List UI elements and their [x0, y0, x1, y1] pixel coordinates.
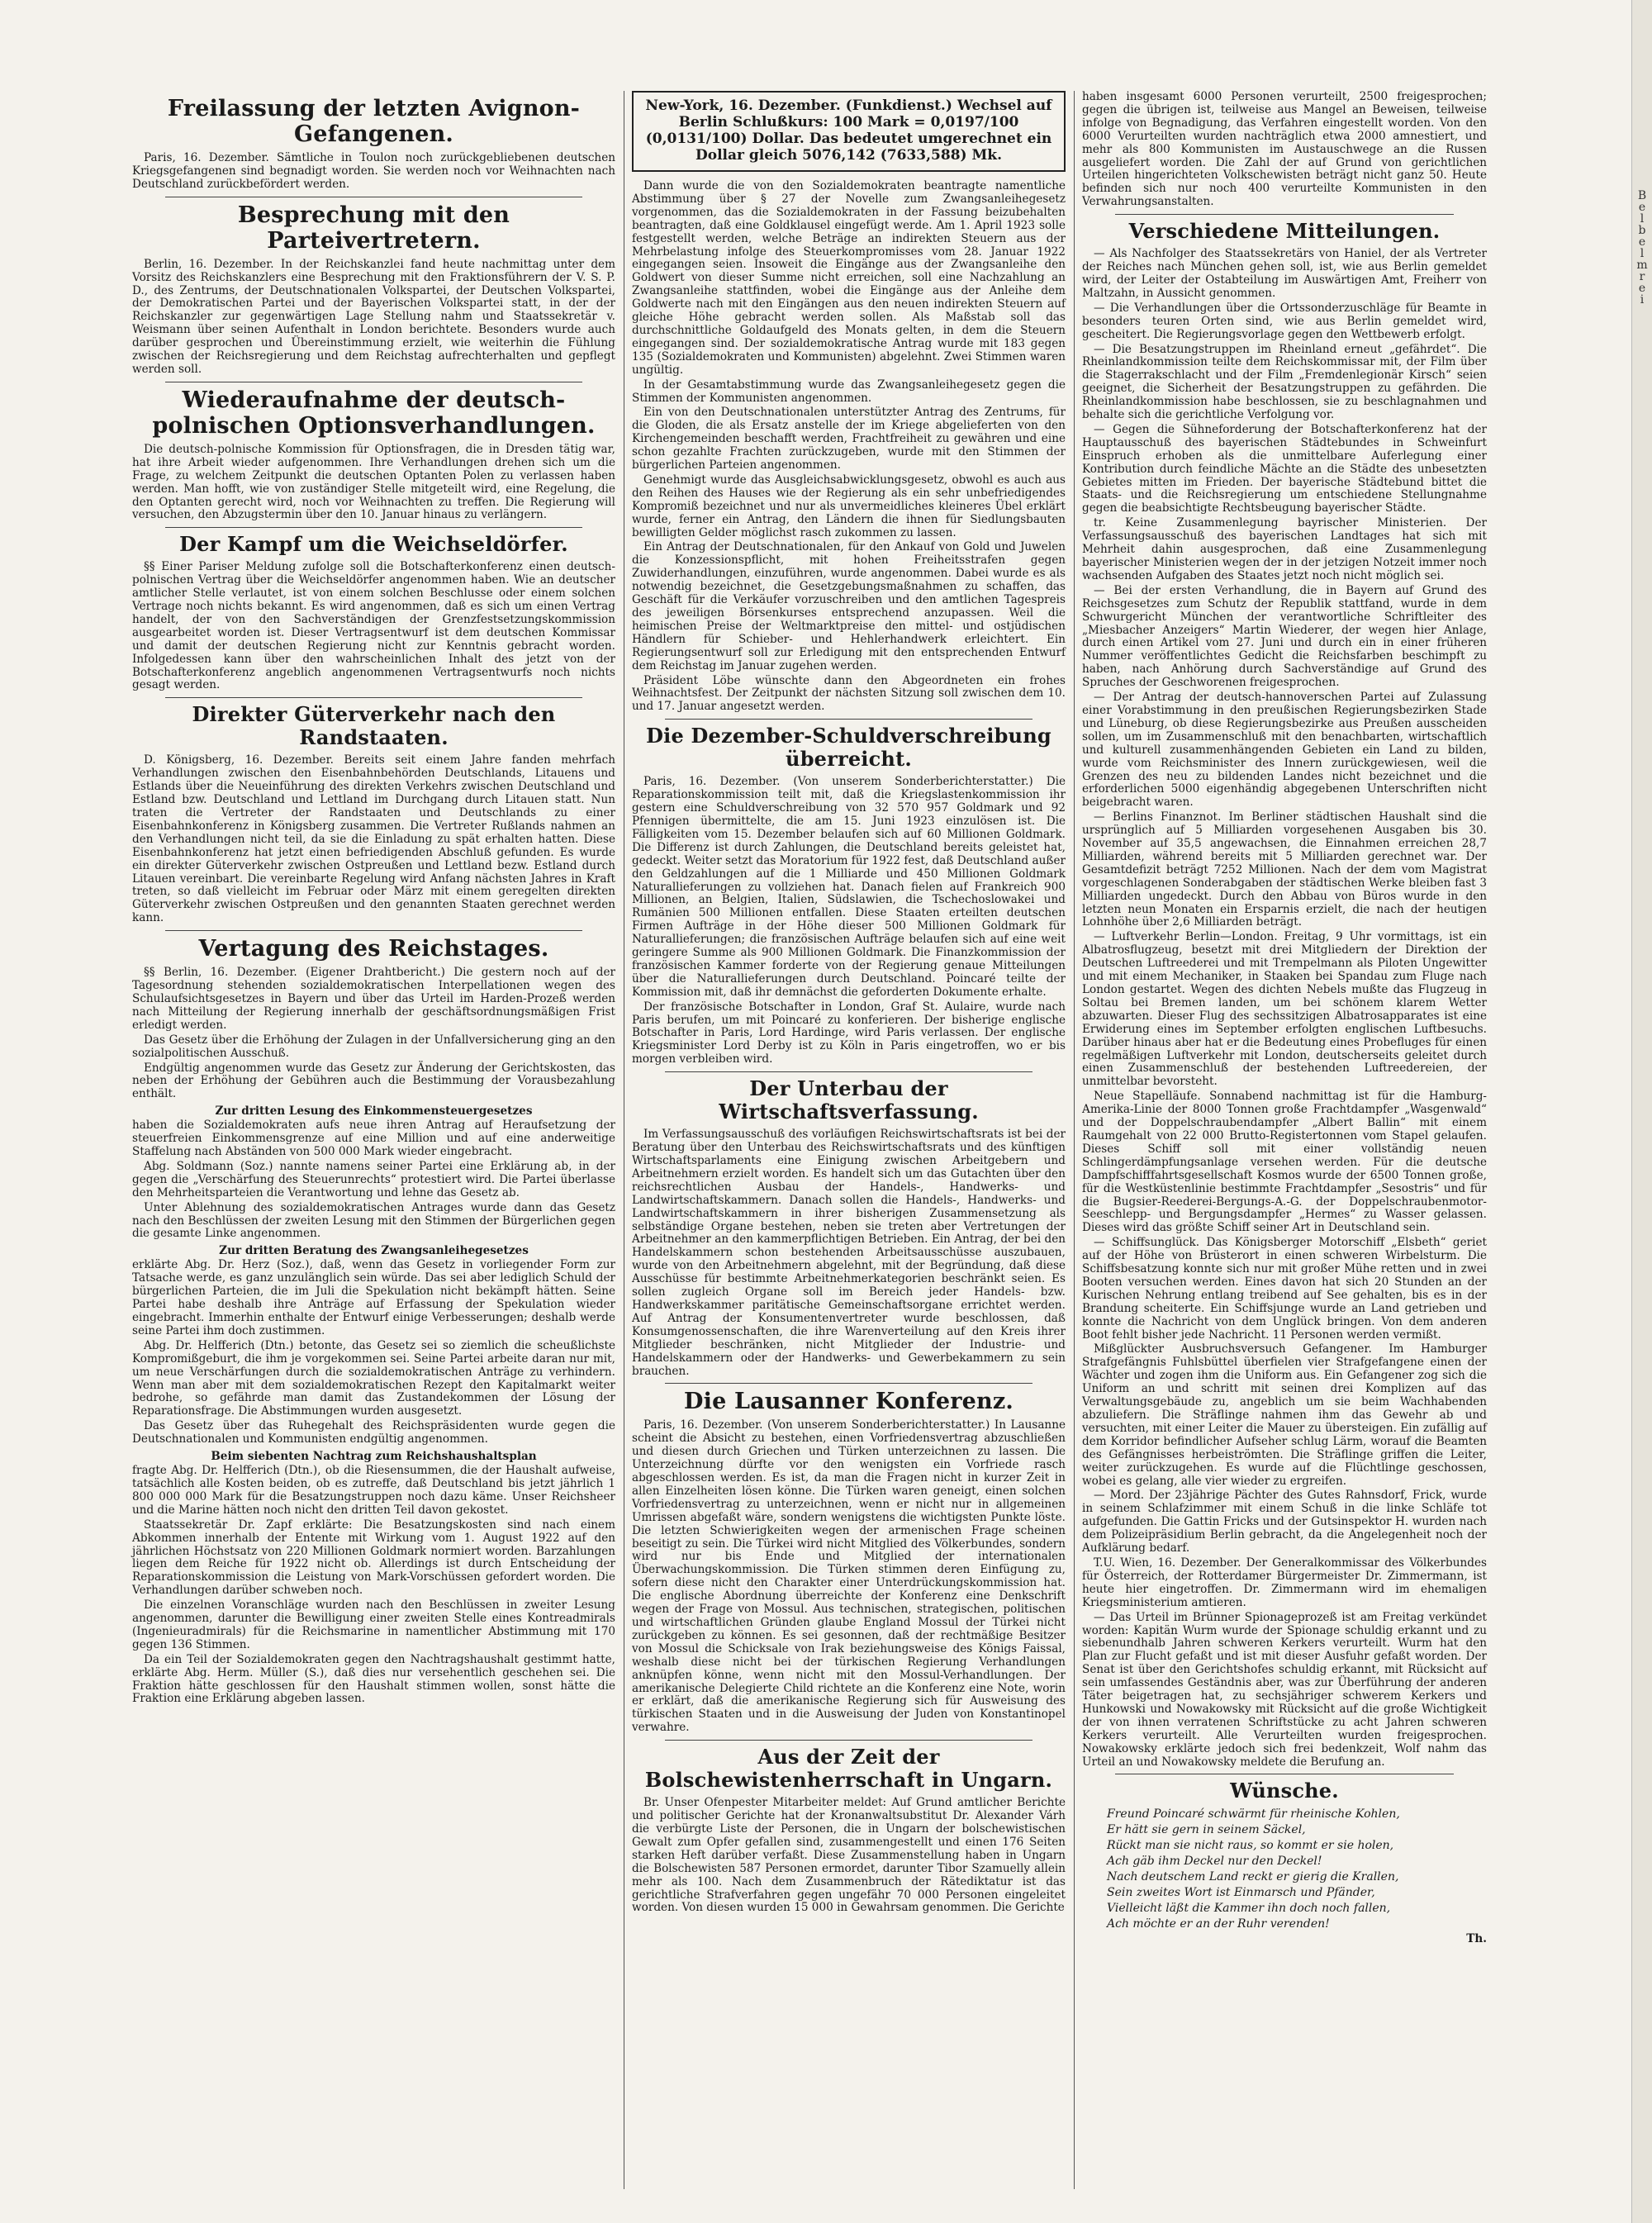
news-item: tr. Keine Zusammenlegung bayrischer Ministerien. Der Verfassungsausschuß des bayerischen Landtages hat sich mit Mehrheit dahin ausgesprochen, daß eine Zusammenlegung bayerischer Ministerien wegen der in der jetzigen Notzeit immer noch wachsenden Aufgaben des Staates jetzt noch nicht möglich sei.	[1082, 516, 1487, 582]
news-item: — Mord. Der 23jährige Pächter des Gutes Rahnsdorf, Frick, wurde in seinem Schlafzimmer mit einem Schuß in die linke Schläfe tot aufgefunden. Die Gattin Fricks und der Gutsinspektor H. wurden nach dem Polizeipräsidium Berlin gebracht, da die Angelegenheit noch der Aufklärung bedarf.	[1082, 1489, 1487, 1556]
article-paragraph: Berlin, 16. Dezember. In der Reichskanzlei fand heute nachmittag unter dem Vorsitz des Reichskanzlers eine Besprechung mit den Fraktionsführern der V. S. P. D., des Zentrums, der Deutschnationalen Volkspartei, der Deutschen Volkspartei, der Demokratischen Partei und der Bayerischen Volkspartei statt, in der der Reichskanzler zur gegenwärtigen Lage Stellung nahm und Staatssekretär v. Weismann über seinen Aufenthalt in London berichtete. Besonders wurde auch darüber gesprochen und Übereinstimmung erzielt, wie weiterhin die Fühlung zwischen der Reichsregierung und dem Reichstag aufrechterhalten und gepflegt werden soll.	[132, 257, 615, 376]
edge-char: i	[1640, 293, 1645, 306]
newspaper-page	[132, 91, 1487, 2189]
subheading: Zur dritten Beratung des Zwangsanleihegesetzes	[219, 1244, 529, 1258]
page-edge-strip	[1631, 0, 1652, 2223]
article-paragraph: Abg. Soldmann (Soz.) nannte namens seiner Partei eine Erklärung ab, in der gegen die „Verschärfung des Steuerunrechts“ protestiert wird. Die Partei überlasse den Mehrheitsparteien die Verantwortung und lehne das Gesetz ab.	[132, 1159, 615, 1199]
article-paragraph: erklärte Abg. Dr. Herz (Soz.), daß, wenn das Gesetz in vorliegender Form zur Tatsache werde, es ganz unzulänglich sein würde. Das sei aber lediglich Schuld der bürgerlichen Parteien, die im Juli die Spekulation nicht bekämpft hätten. Seine Partei habe deshalb ihre Anträge auf Erfassung der Spekulation wieder eingebracht. Immerhin enthalte der Entwurf einige Verbesserungen; deshalb werde seine Partei ihm doch zustimmen.	[132, 1258, 615, 1337]
edge-char: e	[1638, 282, 1646, 295]
column-rule	[1074, 91, 1075, 2189]
article-paragraph: Das Gesetz über die Erhöhung der Zulagen in der Unfallversicherung ging an den sozialpolitischen Ausschuß.	[132, 1033, 615, 1060]
edge-char: e	[1638, 201, 1646, 214]
article-paragraph: Unter Ablehnung des sozialdemokratischen Antrages wurde dann das Gesetz nach den Beschlüssen der zweiten Lesung mit den Stimmen der Bürgerlichen gegen die gesamte Linke angenommen.	[132, 1200, 615, 1241]
article-paragraph: Paris, 16. Dezember. (Von unserem Sonderberichterstatter.) Die Reparationskommission teilt mit, daß die Kriegslastenkommission ihr gestern eine Schuldverschreibung von 32 570 957 Goldmark und 92 Pfennigen übermittelte, die am 15. Juni 1923 einzulösen ist. Die Fälligkeiten vom 15. Dezember belaufen sich auf 60 Millionen Goldmark. Die Differenz ist durch Zahlungen, die Deutschland bereits geleistet hat, gedeckt. Weiter setzt das Moratorium für 1922 fest, daß Deutschland außer den Geldzahlungen auf die 1 Milliarde und 450 Millionen Goldmark Naturallieferungen zu vollziehen hat. Danach fielen auf Frankreich 900 Millionen, an Belgien, Italien, Südslawien, die Tschechoslowakei und Rumänien 500 Millionen entfallen. Diese Staaten erteilten deutschen Firmen Aufträge in der Höhe dieser 500 Millionen Goldmark für Naturallieferungen; die französischen Aufträge belaufen sich auf eine weit geringere Summe als 900 Millionen Goldmark. Die Finanzkommission der französischen Kammer forderte von der Regierung genaue Mitteilungen über die Naturallieferungen durch Deutschland. Poincaré teilte der Kommission mit, daß ihr demnächst die geforderten Dokumente erhalte.	[632, 775, 1066, 999]
article-paragraph: In der Gesamtabstimmung wurde das Zwangsanleihegesetz gegen die Stimmen der Kommunisten angenommen.	[632, 378, 1066, 405]
article-paragraph: Im Verfassungsausschuß des vorläufigen Reichswirtschaftsrats ist bei der Beratung über den Unterbau des Reichswirtschaftsrats und des künftigen Wirtschaftsparlaments eine Einigung zwischen Arbeitgebern und Arbeitnehmern erzielt worden. Es handelt sich um das Gutachten über den reichsrechtlichen Ausbau der Handels-, Handwerks- und Landwirtschaftskammern. Danach sollen die Handels-, Handwerks- und Landwirtschaftskammern in ihrer bisherigen Zusammensetzung als selbständige Organe bestehen, neben sie treten aber Vertretungen der Arbeitnehmer an den kammerpflichtigen Betrieben. Ein Antrag, der bei den Handelskammern schon bestehenden Arbeitsausschüsse auszubauen, wurde von den Arbeitnehmern abgelehnt, mit der Begründung, daß diese Ausschüsse für bestimmte Arbeitnehmerkategorien beschränkt seien. Es sollen zugleich Organe soll im Bereich jeder Handels- bzw. Handwerkskammer paritätische Gemeinschaftsorgane errichtet werden. Auf Antrag der Konsumentenvertreter wurde beschlossen, daß Konsumgenossenschaften, die ihre Warenverteilung auf den Kreis ihrer Mitglieder beschränken, nicht Mitglieder der Industrie- und Handelskammern oder der Handwerks- und Gewerbekammern zu sein brauchen.	[632, 1128, 1066, 1378]
news-item: — Schiffsunglück. Das Königsberger Motorschiff „Elsbeth“ geriet auf der Höhe von Brüsterort in einen schweren Wirbelsturm. Die Schiffsbesatzung konnte sich nur mit großer Mühe retten und in zwei Booten versuchen werden. Eines davon hat sich 20 Stunden an der Kurischen Nehrung entlang treibend auf See gehalten, bis es in der Brandung scheiterte. Ein Schiffsjunge wurde an Land getrieben und konnte die Nachricht von dem Unglück bringen. Von dem anderen Boot fehlt bisher jede Nachricht. 11 Personen werden vermißt.	[1082, 1236, 1487, 1342]
article-paragraph: Präsident Löbe wünschte dann den Abgeordneten ein frohes Weihnachtsfest. Der Zeitpunkt der nächsten Sitzung soll zwischen dem 10. und 17. Januar angesetzt werden.	[632, 673, 1066, 714]
exchange-rate-box	[632, 91, 1066, 172]
article-paragraph: Ein Antrag der Deutschnationalen, für den Ankauf von Gold und Juwelen die Konzessionspflicht, mit hohen Freiheitsstrafen gegen Zuwiderhandlungen, einzuführen, wurde angenommen. Dabei wurde es als notwendig bezeichnet, die Gesetzgebungsmaßnahmen zu schaffen, das Geschäft für die Verkäufer vorzuschreiben und den amtlichen Tagespreis des jeweiligen Börsenkurses entsprechend anzupassen. Weil die heimischen Preise der Weltmarktpreise den mittel- und ostjüdischen Händlern für Schieber- und Hehlerhandwerk erleichtert. Ein Regierungsentwurf soll zur Erledigung mit den entsprechenden Entwurf dem Reichstag im Januar zugehen werden.	[632, 540, 1066, 672]
article-paragraph: §§ Einer Pariser Meldung zufolge soll die Botschafterkonferenz einen deutsch-polnischen Vertrag über die Weichseldörfer angenommen haben. Wie an deutscher amtlicher Stelle verlautet, ist von einem solchen Beschlusse oder einem solchen Vertrage noch nichts bekannt. Es wird angenommen, daß es sich um einen Vertrag handelt, der von den Sachverständigen der Grenzfestsetzungskommission ausgearbeitet worden ist. Dieser Vertragsentwurf ist dem deutschen Kommissar und damit der deutschen Regierung nicht zur Kenntnis gebracht worden. Infolgedessen kann über den wahrscheinlichen Inhalt des jetzt von der Botschafterkonferenz angeblich angenommenen Vertragsentwurfs noch nichts gesagt werden.	[132, 560, 615, 692]
article-paragraph: Paris, 16. Dezember. Sämtliche in Toulon noch zurückgebliebenen deutschen Kriegsgefangenen sind begnadigt worden. Sie werden noch vor Weihnachten nach Deutschland zurückbefördert werden.	[132, 151, 615, 191]
poem-line: Freund Poincaré schwärmt für rheinische Kohlen,	[1107, 1807, 1400, 1822]
news-item: — Die Verhandlungen über die Ortssonderzuschläge für Beamte in besonders teuren Orten sind, wie aus Berlin gemeldet wird, gescheitert. Die Regierungsvorlage gegen den Wettbewerb erfolgt.	[1082, 301, 1487, 341]
article-paragraph: Die deutsch-polnische Kommission für Optionsfragen, die in Dresden tätig war, hat ihre Arbeit wieder aufgenommen. Ihre Verhandlungen drehen sich um die Frage, zu welchem Zeitpunkt die deutschen Optanten Polen zu verlassen haben werden. Man hofft, wie von zuständiger Stelle mitgeteilt wird, eine Regelung, die den Optanten gerecht wird, noch vor Weihnachten zu treffen. Die Regierung will versuchen, den Abzugstermin über den 10. Januar hinaus zu verlängern.	[132, 442, 615, 522]
article-paragraph: haben insgesamt 6000 Personen verurteilt, 2500 freigesprochen; gegen die übrigen ist, teilweise aus Mangel an Beweisen, teilweise infolge von Begnadigung, das Verfahren eingestellt worden. Von den 6000 Verurteilten wurden nachträglich etwa 2000 amnestiert, und mehr als 800 Kommunisten im Austauschwege an die Russen ausgeliefert worden. Die Zahl der auf Grund von gerichtlichen Urteilen hingerichteten Volkschewisten beträgt nicht ganz 50. Heute befinden sich nur noch 400 verurteilte Kommunisten in den Verwahrungsanstalten.	[1082, 90, 1487, 209]
subheading: Zur dritten Lesung des Einkommensteuergesetzes	[215, 1104, 533, 1119]
poem-line: Vielleicht läßt die Kammer ihn doch noch fallen,	[1107, 1902, 1391, 1916]
divider	[165, 930, 582, 931]
news-item: T.U. Wien, 16. Dezember. Der Generalkommissar des Völkerbundes für Österreich, der Rotterdamer Bürgermeister Dr. Zimmermann, ist heute hier eingetroffen. Dr. Zimmermann wird im ehemaligen Kriegsministerium amtieren.	[1082, 1556, 1487, 1609]
news-item: Mißglückter Ausbruchsversuch Gefangener. Im Hamburger Strafgefängnis Fuhlsbüttel überfielen vier Strafgefangene einen der Wächter und zogen ihm die Uniform aus. Ein Gefangener zog sich die Uniform an und schritt mit seinen drei Komplizen auf das Verwaltungsgebäude zu, angeblich um sie beim Wachhabenden abzuliefern. Die Sträflinge nahmen ihm das Gewehr ab und versuchten, mit einer Leiter die Mauer zu übersteigen. Ein zufällig auf dem Korridor befindlicher Aufseher schlug Lärm, worauf die Beamten des Gefängnisses herbeiströmten. Die Sträflinge griffen die Leiter, weiter zurückzugehen. Es wurde auf die Flüchtlinge geschossen, wobei es gelang, alle vier wieder zu ergreifen.	[1082, 1342, 1487, 1488]
column-2	[632, 91, 1066, 1917]
article-paragraph: Abg. Dr. Helfferich (Dtn.) betonte, das Gesetz sei so ziemlich die scheußlichste Kompromißgeburt, die ihm je vorgekommen sei. Seine Partei arbeite daran nur mit, um neue Verschärfungen durch die sozialdemokratischen Anträge zu verhindern. Wenn man aber mit dem sozialdemokratischen Rezept den Kapitalmarkt weiter bedrohe, so gefährde man damit das Zustandekommen der Lösung der Reparationsfrage. Die Abstimmungen wurden ausgesetzt.	[132, 1338, 615, 1418]
poem-line: Sein zweites Wort ist Einmarsch und Pfänder,	[1107, 1886, 1375, 1900]
headline-optionsverhandlungen: Wiederaufnahme der deutsch-polnischen Optionsverhandlungen.	[152, 387, 596, 439]
article-paragraph: D. Königsberg, 16. Dezember. Bereits seit einem Jahre fanden mehrfach Verhandlungen zwischen den Eisenbahnbehörden Deutschlands, Litauens und Estlands über die Neueinführung des direkten Verkehrs zwischen Deutschland und Estland bzw. Deutschland und Lettland im Durchgang durch Litauen statt. Nun traten die Vertreter der Randstaaten und Deutschlands zu einer Eisenbahnkonferenz in Königsberg zusammen. Die Vertreter Rußlands nahmen an den Verhandlungen nicht teil, da sie die Einladung zu spät erhalten hatten. Diese Eisenbahnkonferenz hat jetzt einen befriedigenden Abschluß gefunden. Es wurde ein direkter Güterverkehr zwischen Ostpreußen und Lettland bezw. Estland durch Litauen vereinbart. Die vereinbarte Regelung wird Anfang nächsten Jahres in Kraft treten, so daß vielleicht im Februar oder März mit einem geregelten direkten Güterverkehr zwischen Ostpreußen und den genannten Staaten gerechnet werden kann.	[132, 753, 615, 925]
article-paragraph: Der französische Botschafter in London, Graf St. Aulaire, wurde nach Paris berufen, um mit Poincaré zu konferieren. Der bisherige englische Botschafter in Paris, Lord Hardinge, wird Paris verlassen. Der englische Kriegsminister Lord Derby ist zu Köln in Paris eingetroffen, wo er bis morgen verbleiben wird.	[632, 1000, 1066, 1066]
article-paragraph: Genehmigt wurde das Ausgleichsabwicklungsgesetz, obwohl es auch aus den Reihen des Hauses wie der Regierung als ein sehr unbefriedigendes Kompromiß bezeichnet und nur als unvermeidliches kleineres Übel erklärt wurde, ferner ein Antrag, den Ländern die ihnen für Siedlungsbauten bewilligten Gelder möglichst rasch zukommen zu lassen.	[632, 473, 1066, 539]
headline-schuldverschreibung: Die Dezember-Schuldverschreibung überreicht.	[646, 724, 1051, 772]
article-paragraph: Ein von den Deutschnationalen unterstützter Antrag des Zentrums, für die Gloden, die als Ersatz anstelle der im Kriege abgelieferten von den Kirchengemeinden beschafft werden, Frachtfreiheit zu gewähren und eine schon gezahlte Frachten zurückzugeben, wurde mit den Stimmen der bürgerlichen Parteien angenommen.	[632, 406, 1066, 473]
divider	[165, 697, 582, 698]
headline-wuensche: Wünsche.	[1230, 1779, 1339, 1803]
headline-vertagung-reichstag: Vertagung des Reichstages.	[198, 936, 549, 962]
headline-bolschewisten-ungarn: Aus der Zeit der Bolschewistenherrschaft in Ungarn.	[644, 1745, 1053, 1793]
article-paragraph: §§ Berlin, 16. Dezember. (Eigener Drahtbericht.) Die gestern noch auf der Tagesordnung stehenden sozialdemokratischen Interpellationen wegen des Schulaufsichtsgesetzes in Bayern und über das Urteil im Harden-Prozeß werden nach Mitteilung der Regierung innerhalb der geschäftsordnungsmäßigen Frist erledigt werden.	[132, 966, 615, 1032]
poem-line: Nach deutschem Land reckt er gierig die Krallen,	[1107, 1870, 1399, 1884]
article-paragraph: Da ein Teil der Sozialdemokraten gegen den Nachtragshaushalt gestimmt hatte, erklärte Abg. Herm. Müller (S.), daß dies nur versehentlich geschehen sei. Die Fraktion hätte geschlossen für den Haushalt stimmen wollen, sonst hätte die Fraktion eine Erklärung abgeben lassen.	[132, 1652, 615, 1706]
edge-char: e	[1638, 235, 1646, 249]
divider	[665, 1740, 1032, 1741]
news-item: Neue Stapelläufe. Sonnabend nachmittag ist für die Hamburg-Amerika-Linie der 8000 Tonnen große Frachtdampfer „Wasgenwald“ und der Doppelschraubendampfer „Albert Ballin“ mit einem Raumgehalt von 22 000 Brutto-Registertonnen vom Stapel gelaufen. Dieses Schiff soll mit einer vollständig neuen Schlingerdämpfungsanlage versehen werden. Für die deutsche Dampfschifffahrtsgesellschaft Kosmos wurde der 6500 Tonnen große, für die Westküstenlinie bestimmte Frachtdampfer „Sesostris“ und für die Bugsier-Reederei-Bergungs-A.-G. der Doppelschraubenmotor-Seeschlepp- und Bergungsdampfer „Hermes“ zu Wasser gelassen. Dieses wird das größte Schiff seiner Art in Deutschland sein.	[1082, 1090, 1487, 1235]
article-paragraph: Paris, 16. Dezember. (Von unserem Sonderberichterstatter.) In Lausanne scheint die Absicht zu bestehen, einen Vorfriedensvertrag abzuschließen und diesen durch Griechen und Türken unterzeichnen zu lassen. Die Unterzeichnung dürfte vor den wenigsten ein Vorfriede rasch abgeschlossen werden. Es ist, da man die Fragen nicht in kurzer Zeit in allen Einzelheiten lösen könne. Die Türken waren geneigt, einen solchen Vorfriedensvertrag zu unterzeichnen, wenn er nicht nur in allgemeinen Umrissen abgefaßt wäre, sondern wenigstens die wichtigsten Punkte löste. Die letzten Schwierigkeiten wegen der armenischen Frage scheinen beseitigt zu sein. Die Türkei wird nicht Mitglied des Völkerbundes, sondern wird nur bis Ende und Mitglied der internationalen Überwachungskommission. Die Türken stimmen deren Einfügung zu, sofern diese nicht den Charakter einer Unterdrückungskommission hat. Die englische Abordnung überreichte der Konferenz eine Denkschrift wegen der Frage von Mossul. Aus technischen, strategischen, politischen und wirtschaftlichen Gründen glaube England Mossul der Türkei nicht zurückgeben zu können. Es sei gesonnen, daß der rechtmäßige Besitzer von Mossul die Schicksale von Irak beziehungsweise des Königs Faissal, weshalb diese nicht bei der türkischen Regierung Verhandlungen anknüpfen könne, wenn nicht mit den Mossul-Verhandlungen. Der amerikanische Delegierte Child richtete an die Konferenz eine Note, worin er erklärt, daß die amerikanische Regierung sich für Ausweisung des türkischen Staaten und in die Ausweisung der Juden von Konstantinopel verwahre.	[632, 1418, 1066, 1735]
headline-parteivertreter: Besprechung mit den Parteivertretern.	[237, 202, 510, 254]
poem-line: Er hätt sie gern in seinem Säckel,	[1107, 1823, 1306, 1837]
poem-line: Rückt man sie nicht raus, so kommt er sie holen,	[1107, 1839, 1394, 1853]
headline-lausanner-konferenz: Die Lausanner Konferenz.	[684, 1389, 1014, 1415]
news-item: — Gegen die Sühneforderung der Botschafterkonferenz hat der Hauptausschuß des bayerischen Städtebundes in Schweinfurt Einspruch erhoben als die unmittelbare Auferlegung einer Kontribution durch feindliche Mächte an die Städte des unbesetzten Gebietes mitten im Frieden. Der bayerische Städtebund bittet die Staats- und die Reichsregierung um entschiedene Stellungnahme gegen die beabsichtigte Rechtsbeugung bayerischer Städte.	[1082, 422, 1487, 515]
news-item: — Als Nachfolger des Staatssekretärs von Haniel, der als Vertreter der Reiches nach München gehen soll, ist, wie aus Berlin gemeldet wird, der Leiter der Ostabteilung im Auswärtigen Amt, Freiherr von Maltzahn, in Aussicht genommen.	[1082, 247, 1487, 300]
poem-signature: Th.	[1466, 1932, 1487, 1946]
divider	[665, 719, 1032, 720]
column-1	[132, 91, 615, 1708]
edge-char: m	[1636, 259, 1648, 272]
headline-verschiedene-mitteilungen: Verschiedene Mitteilungen.	[1128, 219, 1441, 244]
news-item: — Der Antrag der deutsch-hannoverschen Partei auf Zulassung einer Vorabstimmung in den preußischen Regierungsbezirken Stade und Lüneburg, ob diese Regierungsbezirke aus Preußen ausscheiden sollen, um im Zusammenschluß mit den benachbarten, wirtschaftlich und kulturell zusammenhängenden Gebieten ein Land zu bilden, wurde vom Reichsminister des Innern zurückgewiesen, weil die Grenzen des neu zu bildenden Landes nicht bezeichnet und die erforderlichen 5000 eigenhändig abgegebenen Unterschriften nicht beigebracht waren.	[1082, 691, 1487, 810]
news-item: — Das Urteil im Brünner Spionageprozeß ist am Freitag verkündet worden: Kapitän Wurm wurde der Spionage schuldig erkannt und zu siebenundhalb Jahren schweren Kerkers verurteilt. Wurm hat den Plan zur Flucht gefaßt und ist mit dieser Ausfuhr gefaßt worden. Der Senat ist über den Gerichtshofes schuldig erkannt, mit Rücksicht auf sein umfassendes Geständnis aber, was zur Überführung der anderen Täter beigetragen hat, zu sechsjähriger schwerem Kerkers und Hunkowski und Nowakowsky mit Rücksicht auf die große Wichtigkeit der von ihnen verratenen Schriftstücke zu acht Jahren schweren Kerkers verurteilt. Alle Verurteilten wurden freigesprochen. Nowakowsky erklärte jedoch sich frei bedenkzeit, Wolf nahm das Urteil an und Nowakowsky meldete die Berufung an.	[1082, 1610, 1487, 1769]
headline-avignon: Freilassung der letzten Avignon-Gefangenen.	[167, 96, 581, 147]
news-item: — Berlins Finanznot. Im Berliner städtischen Haushalt sind die ursprünglich auf 5 Milliarden vorgesehenen Ausgaben bis 30. November auf 35,5 angewachsen, die Einnahmen erreichen 28,7 Milliarden, während bereits mit 5 Milliarden gerechnet war. Der Gesamtdefizit beträgt 7252 Millionen. Nach der dem vom Magistrat vorgeschlagenen Sonderabgaben der städtischen Werke bleiben fast 3 Milliarden ungedeckt. Durch den Abbau von Büros wurde in den letzten neun Monaten ein Ersparnis erzielt, die nach der heutigen Lohnhöhe über 2,6 Milliarden beträgt.	[1082, 810, 1487, 929]
edge-char: l	[1640, 247, 1645, 260]
divider	[665, 1071, 1032, 1072]
exchange-rate-text: New-York, 16. Dezember. (Funkdienst.) Wechsel auf Berlin Schlußkurs: 100 Mark = 0,0197/100 (0,0131/100) Dollar. Das bedeutet umgerechnet ein Dollar gleich 5076,142 (7633,588) Mk.	[645, 97, 1052, 164]
divider	[165, 527, 582, 528]
poem-line: Ach gäb ihm Deckel nur den Deckel!	[1107, 1855, 1322, 1869]
headline-gueterverkehr: Direkter Güterverkehr nach den Randstaaten.	[192, 702, 556, 750]
article-paragraph: haben die Sozialdemokraten aufs neue ihren Antrag auf Heraufsetzung der steuerfreien Einkommensgrenze auf eine Million und auf eine anderweitige Staffelung nach Abständen von 500 000 Mark wieder eingebracht.	[132, 1119, 615, 1159]
divider	[1115, 214, 1454, 215]
article-paragraph: Dann wurde die von den Sozialdemokraten beantragte namentliche Abstimmung über § 27 der Novelle zum Zwangsanleihegesetz vorgenommen, das die Sozialdemokraten in der Fassung beizubehalten beantragten, daß eine Goldklausel eingefügt werde. Am 1. April 1923 solle festgestellt werden, welche Beträge an indirekten Steuern aus der Mehrbelastung infolge des Steuerkompromisses vom 28. Januar 1922 eingegangen seien. Insoweit die Eingänge aus der Zwangsanleihe den Goldwert von dieser Summe nicht erreichen, soll eine Nachzahlung an Zwangsanleihe stattfinden, wobei die Eingänge aus der Anleihe dem Goldwerte nach mit den Eingängen aus den neuen indirekten Steuern auf gleiche Höhe gebracht werden sollen. Als Maßstab soll das durchschnittliche Goldaufgeld des Monats gelten, in dem die Steuern eingegangen sind. Der sozialdemokratische Antrag wurde mit 183 gegen 135 (Sozialdemokraten und Kommunisten) abgelehnt. Zwei Stimmen waren ungültig.	[632, 179, 1066, 377]
article-paragraph: Das Gesetz über das Ruhegehalt des Reichspräsidenten wurde gegen die Deutschnationalen und Kommunisten endgültig angenommen.	[132, 1419, 615, 1446]
edge-char: l	[1640, 212, 1645, 226]
column-3	[1082, 91, 1487, 1948]
article-paragraph: Staatssekretär Dr. Zapf erklärte: Die Besatzungskosten sind nach einem Abkommen innerhalb der Entente mit Wirkung vom 1. August 1922 auf den jährlichen Höchstsatz von 220 Millionen Goldmark normiert worden. Barzahlungen liegen dem Reiche für 1922 nicht ob. Allerdings ist durch Entscheidung der Reparationskommission die Leistung von Mark-Vorschüssen gefordert worden. Die Verhandlungen darüber schweben noch.	[132, 1518, 615, 1598]
article-paragraph: Br. Unser Ofenpester Mitarbeiter meldet: Auf Grund amtlicher Berichte und politischer Gerichte hat der Kronanwaltsubstitut Dr. Alexander Várh die verbürgte Liste der Personen, die in Ungarn der bolschewistischen Gewalt zum Opfer gefallen sind, zusammengestellt und einen 176 Seiten starken Heft darüber verfaßt. Diese Zusammenstellung haben in Ungarn die Bolschewisten 587 Personen ermordet, darunter Tibor Szamuelly allein mehr als 100. Nach dem Zusammenbruch der Rätediktatur ist das gerichtliche Strafverfahren gegen ungefähr 70 000 Personen eingeleitet worden. Von diesen wurden 15 000 in Gewahrsam genommen. Die Gerichte	[632, 1796, 1066, 1915]
edge-char: b	[1638, 224, 1646, 237]
headline-weichseldoerfer: Der Kampf um die Weichseldörfer.	[179, 532, 568, 557]
headline-wirtschaftsverfassung: Der Unterbau der Wirtschaftsverfassung.	[719, 1076, 979, 1124]
edge-char: r	[1639, 270, 1645, 283]
edge-char: B	[1637, 189, 1647, 202]
news-item: — Luftverkehr Berlin—London. Freitag, 9 Uhr vormittags, ist ein Albatrosflugzeug, besetzt mit drei Mitgliedern der Direktion der Deutschen Luftreederei und mit Trempelmann als Piloten Ungewitter und mit einem Mechaniker, in Staaken bei Spandau zum Fluge nach London gestartet. Wegen des dichten Nebels mußte das Flugzeug in Soltau bei Bremen landen, um bei schönem klarem Wetter abzuwarten. Dieser Flug des sechssitzigen Albatrosapparates ist eine Erwiderung eines im September erfolgten englischen Luftbesuchs. Darüber hinaus aber hat er die Bedeutung eines Probefluges für einen regelmäßigen Luftverkehr mit London, deutscherseits geleitet durch einen Zusammenschluß der bestehenden Luftreedereien, der unmittelbar bevorsteht.	[1082, 930, 1487, 1089]
article-paragraph: Endgültig angenommen wurde das Gesetz zur Änderung der Gerichtskosten, das neben der Erhöhung der Gebühren auch die Bestimmung der Vorausbezahlung enthält.	[132, 1061, 615, 1101]
subheading: Beim siebenten Nachtrag zum Reichshaushaltsplan	[211, 1450, 537, 1464]
news-item: — Die Besatzungstruppen im Rheinland erneut „gefährdet“. Die Rheinlandkommission teilte dem Reichskommissar mit, der Film über die Stagerrakschlacht und der Film „Fremdenlegionär Kirsch“ seien geeignet, die Sicherheit der Besatzungstruppen zu gefährden. Die Rheinlandkommission habe beschlossen, sie zu beschlagnahmen und behalte sich die gerichtliche Verfolgung vor.	[1082, 342, 1487, 422]
article-paragraph: fragte Abg. Dr. Helfferich (Dtn.), ob die Riesensummen, die der Haushalt aufweise, tatsächlich alle Kosten beiden, ob es zutreffe, daß Deutschland bis jetzt jährlich 1 800 000 000 Mark für die Besatzungstruppen noch dazu käme. Unser Reichsheer und die Marine hätten noch nicht den dritten Teil davon gekostet.	[132, 1464, 615, 1517]
news-item: — Bei der ersten Verhandlung, die in Bayern auf Grund des Reichsgesetzes zum Schutz der Republik stattfand, wurde in dem Schwurgericht München der verantwortliche Schriftleiter des „Miesbacher Anzeigers“ Martin Wiederer, der wegen hier Anlage, durch einen Artikel vom 27. Juni und durch ein in einer früheren Nummer veröffentlichtes Gedicht die Reichsfarben beschimpft zu haben, nach Anhörung durch Sachverständige auf Grund des Spruches der Geschworenen freigesprochen.	[1082, 583, 1487, 690]
article-paragraph: Die einzelnen Voranschläge wurden nach den Beschlüssen in zweiter Lesung angenommen, darunter die Bewilligung einer zweiten Stelle eines Kontreadmirals (Ingenieuradmirals) für die Reichsmarine in namentlicher Abstimmung mit 170 gegen 136 Stimmen.	[132, 1598, 615, 1651]
divider	[665, 1383, 1032, 1384]
poem-line: Ach möchte er an der Ruhr verenden!	[1107, 1917, 1330, 1931]
